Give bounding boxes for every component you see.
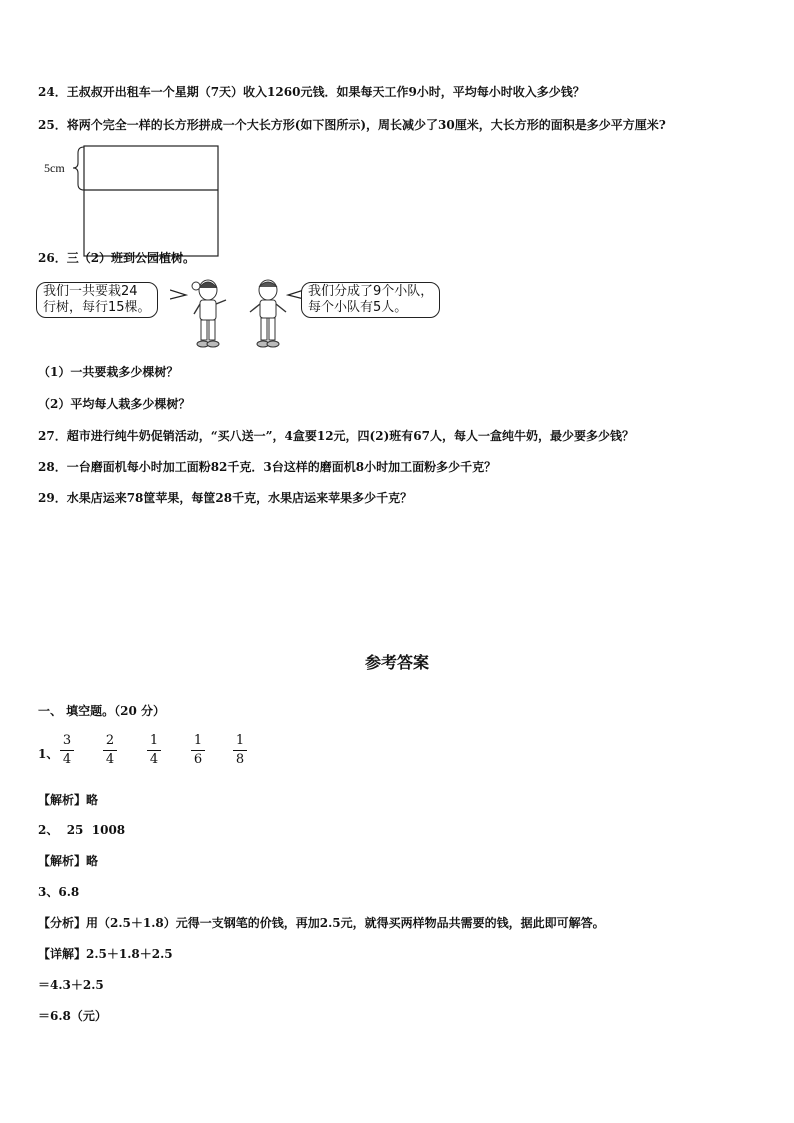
question-25: 25．将两个完全一样的长方形拼成一个大长方形(如下图所示)，周长减少了30厘米，大长方形的面积是多少平方厘米? xyxy=(38,118,666,132)
answer-3-detail: 【详解】2.5＋1.8＋2.5 xyxy=(38,947,173,961)
girl-illustration xyxy=(186,278,234,350)
rectangle-figure xyxy=(44,143,224,261)
fraction-denominator: 4 xyxy=(105,752,115,767)
answer-2-analysis: 【解析】略 xyxy=(38,854,99,868)
answers-title: 参考答案 xyxy=(364,653,429,672)
boy-illustration xyxy=(246,278,290,350)
answer-1-prefix: 1、 xyxy=(38,747,59,761)
fraction-numerator: 3 xyxy=(62,733,72,748)
question-28: 28．一台磨面机每小时加工面粉82千克．3台这样的磨面机8小时加工面粉多少千克？ xyxy=(38,460,497,474)
bubble-left-line-1: 我们一共要栽24 xyxy=(43,284,138,299)
answer-1-fraction-3 xyxy=(147,733,161,768)
answer-1-fraction-2 xyxy=(103,733,117,768)
question-26-sub-1: （1）一共要栽多少棵树？ xyxy=(38,365,179,379)
answer-2: 2、 25 1008 xyxy=(38,823,126,837)
question-27: 27．超市进行纯牛奶促销活动，“买八送一”，4盒要12元，四(2)班有67人，每人一盒纯牛奶，最少要多少钱？ xyxy=(38,429,634,443)
question-24: 24．王叔叔开出租车一个星期（7天）收入1260元钱．如果每天工作9小时，平均每小时收入多少钱？ xyxy=(38,85,585,99)
answer-1-analysis: 【解析】略 xyxy=(38,793,99,807)
answer-1-fraction-5 xyxy=(233,733,247,768)
answer-1-fraction-4 xyxy=(191,733,205,768)
fraction-numerator: 1 xyxy=(235,733,245,748)
question-26-sub-2: （2）平均每人栽多少棵树？ xyxy=(38,397,191,411)
fraction-denominator: 4 xyxy=(62,752,72,767)
speech-bubble-right xyxy=(301,282,440,318)
answers-section-1: 一、 填空题。（20 分） xyxy=(38,704,166,718)
bubble-left-line-2: 行树，每行15棵。 xyxy=(43,300,151,315)
fraction-numerator: 1 xyxy=(149,733,159,748)
speech-bubble-left xyxy=(36,282,158,318)
big-rectangle xyxy=(84,146,218,256)
answer-3: 3、6.8 xyxy=(38,885,80,899)
question-29: 29．水果店运来78筐苹果，每筐28千克，水果店运来苹果多少千克？ xyxy=(38,491,413,505)
answer-3-analysis: 【分析】用（2.5＋1.8）元得一支钢笔的价钱，再加2.5元，就得买两样物品共需要的钱，据此即可解答。 xyxy=(38,916,605,930)
fraction-denominator: 4 xyxy=(149,752,159,767)
answer-1-fraction-1 xyxy=(60,733,74,768)
dimension-label: 5cm xyxy=(44,161,65,175)
bubble-right-line-1: 我们分成了9个小队， xyxy=(308,284,434,299)
answer-3-step-2: ＝6.8（元） xyxy=(38,1009,107,1023)
fraction-numerator: 1 xyxy=(193,733,203,748)
brace xyxy=(73,147,84,190)
answer-3-step-1: ＝4.3＋2.5 xyxy=(38,978,104,992)
fraction-denominator: 8 xyxy=(235,752,245,767)
question-26: 26．三（2）班到公园植树。 xyxy=(38,251,196,265)
bubble-right-line-2: 每个小队有5人。 xyxy=(308,300,408,315)
fraction-denominator: 6 xyxy=(193,752,203,767)
fraction-numerator: 2 xyxy=(105,733,115,748)
